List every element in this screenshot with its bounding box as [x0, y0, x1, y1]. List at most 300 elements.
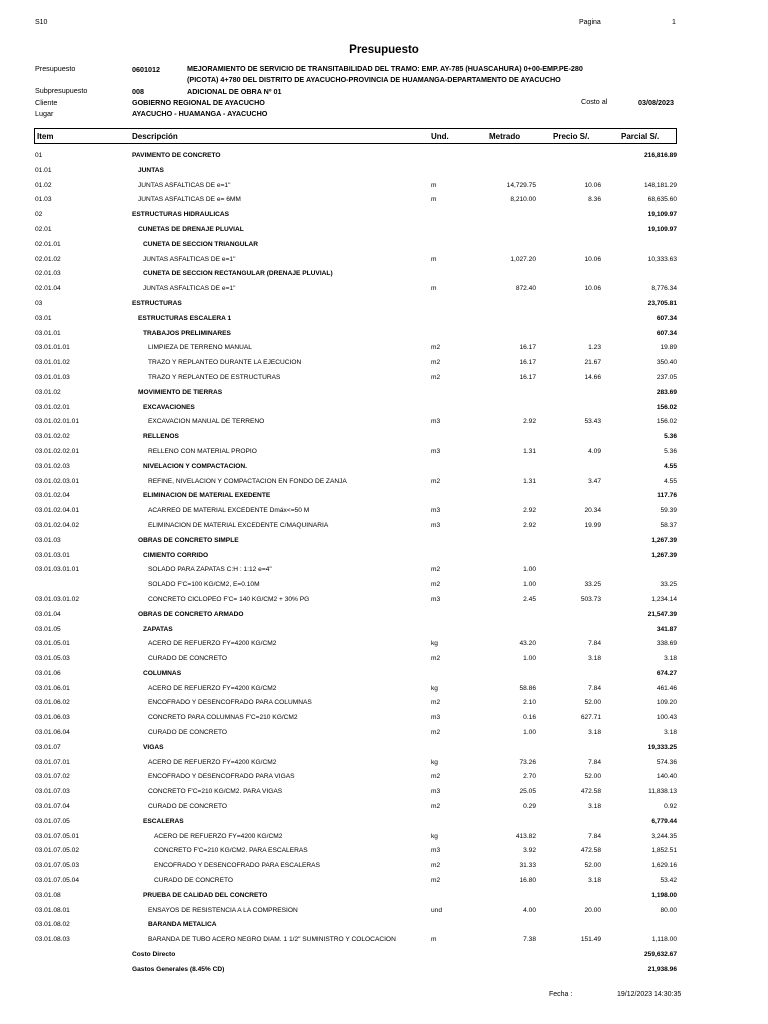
row-description: ENCOFRADO Y DESENCOFRADO PARA ESCALERAS	[154, 862, 320, 870]
header-cliente-label: Cliente	[35, 98, 58, 107]
row-description: PRUEBA DE CALIDAD DEL CONCRETO	[143, 891, 268, 899]
table-row	[0, 268, 768, 283]
header-presupuesto-code: 0601012	[132, 65, 160, 74]
row-item-code: 03.01.06.03	[35, 714, 70, 722]
table-row	[0, 446, 768, 461]
table-row	[0, 239, 768, 254]
table-row	[0, 165, 768, 180]
row-unit: m2	[431, 803, 441, 811]
row-precio: 472.58	[580, 788, 601, 796]
row-item-code: 03.01.02.01	[35, 403, 70, 411]
row-item-code: 01.02	[35, 181, 52, 189]
table-row	[0, 860, 768, 875]
row-metrado: 16.17	[519, 359, 536, 367]
col-descripcion: Descripción	[132, 132, 178, 141]
row-description: CURADO DE CONCRETO	[148, 729, 228, 737]
row-metrado: 1.00	[523, 729, 536, 737]
row-description: NIVELACION Y COMPACTACION.	[143, 462, 247, 470]
row-parcial: 674.27	[656, 669, 677, 677]
header-presupuesto-line1: MEJORAMIENTO DE SERVICIO DE TRANSITABILIDAD DEL TRAMO: EMP. AY-785 (HUASCAHURA) 0+00-EMP.PE-280	[187, 64, 583, 73]
row-parcial: 3.18	[664, 729, 677, 737]
row-item-code: 03.01.05.03	[35, 655, 70, 663]
row-description: ACARREO DE MATERIAL EXCEDENTE Dmáx<=50 M	[148, 507, 310, 515]
table-row	[0, 727, 768, 742]
header-lugar-name: AYACUCHO - HUAMANGA - AYACUCHO	[132, 109, 268, 118]
top-code: S10	[35, 19, 48, 26]
row-parcial: 461.46	[656, 684, 677, 692]
row-item-code: 01.03	[35, 196, 52, 204]
row-unit: m2	[431, 566, 441, 574]
row-precio: 52.00	[584, 773, 601, 781]
table-row	[0, 520, 768, 535]
table-row	[0, 416, 768, 431]
row-description: ELIMINACION DE MATERIAL EXEDENTE	[143, 492, 271, 500]
row-parcial: 21,547.39	[647, 610, 677, 618]
row-parcial: 607.34	[656, 329, 677, 337]
table-row	[0, 254, 768, 269]
table-row	[0, 564, 768, 579]
row-precio: 53.43	[584, 418, 601, 426]
row-parcial: 11,838.13	[648, 788, 677, 796]
header-presupuesto-line2: (PICOTA) 4+780 DEL DISTRITO DE AYACUCHO-PROVINCIA DE HUAMANGA-DEPARTAMENTO DE AYACUCHO	[187, 75, 561, 84]
table-row	[0, 771, 768, 786]
row-precio: 7.84	[588, 758, 601, 766]
row-parcial: 0.92	[664, 803, 677, 811]
row-unit: m	[431, 936, 437, 944]
row-precio: 4.09	[588, 447, 601, 455]
row-precio: 3.18	[588, 729, 601, 737]
row-description: EXCAVACIONES	[143, 403, 195, 411]
row-unit: m	[431, 255, 437, 263]
row-metrado: 16.17	[519, 373, 536, 381]
row-description: JUNTAS ASFALTICAS DE e= 6MM	[138, 196, 241, 204]
row-item-code: 03.01.06.04	[35, 729, 70, 737]
row-precio: 10.06	[584, 255, 601, 263]
row-item-code: 03.01.05.01	[35, 640, 70, 648]
row-precio: 627.71	[580, 714, 601, 722]
table-header	[34, 128, 677, 144]
row-metrado: 8,210.00	[510, 196, 536, 204]
row-unit: m2	[431, 344, 441, 352]
row-metrado: 25.05	[519, 788, 536, 796]
table-row	[0, 313, 768, 328]
row-description: CURADO DE CONCRETO	[148, 655, 228, 663]
row-precio: 14.66	[584, 373, 601, 381]
table-row	[0, 801, 768, 816]
row-item-code: 03.01.07.05.03	[35, 862, 79, 870]
row-description: CIMIENTO CORRIDO	[143, 551, 209, 559]
col-item: Item	[37, 132, 54, 141]
table-row	[0, 476, 768, 491]
row-metrado: 2.92	[523, 507, 536, 515]
row-parcial: 574.36	[656, 758, 677, 766]
row-parcial: 19,109.97	[647, 211, 677, 219]
row-metrado: 1.00	[523, 566, 536, 574]
row-item-code: 03.01.07.01	[35, 758, 70, 766]
row-precio: 20.00	[584, 906, 601, 914]
row-parcial: 109.20	[656, 699, 677, 707]
row-parcial: 117.76	[657, 492, 677, 500]
row-metrado: 2.10	[523, 699, 536, 707]
row-parcial: 5.36	[664, 433, 677, 441]
table-row	[0, 816, 768, 831]
row-precio: 7.84	[588, 640, 601, 648]
row-metrado: 16.80	[519, 877, 536, 885]
row-parcial: 5.36	[664, 447, 677, 455]
row-item-code: 03.01.02.01.01	[35, 418, 79, 426]
row-unit: m2	[431, 862, 441, 870]
row-unit: m3	[431, 507, 441, 515]
row-description: ZAPATAS	[143, 625, 173, 633]
row-description: MOVIMIENTO DE TIERRAS	[138, 388, 223, 396]
col-metrado: Metrado	[489, 132, 521, 141]
row-parcial: 4.55	[664, 477, 677, 485]
row-item-code: 01.01	[35, 166, 52, 174]
footer-fecha-label: Fecha :	[549, 991, 573, 998]
row-metrado: 413.82	[515, 832, 536, 840]
table-row	[0, 845, 768, 860]
row-unit: m2	[431, 877, 441, 885]
row-description: ESCALERAS	[143, 817, 184, 825]
row-unit: m3	[431, 447, 441, 455]
row-description: OBRAS DE CONCRETO SIMPLE	[138, 536, 239, 544]
row-description: LIMPIEZA DE TERRENO MANUAL	[148, 344, 252, 352]
table-row	[0, 786, 768, 801]
row-metrado: 14,729.75	[506, 181, 536, 189]
row-description: CURADO DE CONCRETO	[148, 803, 228, 811]
row-parcial: 58.37	[660, 521, 677, 529]
row-parcial: 6,779.44	[651, 817, 677, 825]
row-parcial: 148,181.29	[643, 181, 677, 189]
row-unit: m2	[431, 729, 441, 737]
row-item-code: 03.01.01.01	[35, 344, 70, 352]
row-metrado: 58.86	[519, 684, 536, 692]
table-row	[0, 624, 768, 639]
row-parcial: 59.39	[660, 507, 677, 515]
row-unit: m3	[431, 847, 441, 855]
row-description: ESTRUCTURAS	[132, 299, 182, 307]
row-unit: m2	[431, 581, 441, 589]
row-unit: und	[431, 906, 443, 914]
header-subpresupuesto-name: ADICIONAL DE OBRA Nº 01	[187, 87, 282, 96]
row-description: TRABAJOS PRELIMINARES	[143, 329, 231, 337]
row-unit: m2	[431, 655, 441, 663]
table-row	[0, 224, 768, 239]
row-item-code: 03.01	[35, 314, 52, 322]
row-item-code: 03.01.01	[35, 329, 61, 337]
table-row	[0, 742, 768, 757]
row-item-code: 02.01	[35, 225, 52, 233]
table-row	[0, 697, 768, 712]
row-item-code: 03.01.04	[35, 610, 61, 618]
header-costo-date: 03/08/2023	[638, 98, 674, 107]
table-row	[0, 668, 768, 683]
row-description: JUNTAS ASFALTICAS DE e=1"	[143, 255, 236, 263]
table-row	[0, 875, 768, 890]
row-precio: 21.67	[584, 359, 601, 367]
table-row	[0, 431, 768, 446]
row-parcial: 100.43	[656, 714, 677, 722]
row-parcial: 338.69	[656, 640, 677, 648]
row-parcial: 80.00	[660, 906, 677, 914]
row-item-code: 03.01.02.04.01	[35, 507, 79, 515]
row-description: RELLENOS	[143, 433, 179, 441]
row-item-code: 03.01.07.05.04	[35, 877, 79, 885]
row-metrado: 43.20	[519, 640, 536, 648]
row-item-code: 02	[35, 211, 43, 219]
table-row	[0, 653, 768, 668]
row-description: ACERO DE REFUERZO FY=4200 KG/CM2	[154, 832, 283, 840]
row-precio: 3.18	[588, 803, 601, 811]
table-row	[0, 402, 768, 417]
row-parcial: 23,705.81	[647, 299, 677, 307]
row-description: JUNTAS ASFALTICAS DE e=1"	[143, 285, 236, 293]
table-row	[0, 934, 768, 949]
row-precio: 20.34	[584, 507, 601, 515]
row-description: VIGAS	[143, 743, 164, 751]
row-item-code: 03.01.03.01.01	[35, 566, 79, 574]
row-parcial: 19,109.97	[647, 225, 677, 233]
row-item-code: 03.01.03	[35, 536, 61, 544]
table-row	[0, 342, 768, 357]
row-item-code: 03.01.07.05	[35, 817, 70, 825]
row-description: ESTRUCTURAS ESCALERA 1	[138, 314, 232, 322]
row-precio: 10.06	[584, 181, 601, 189]
row-metrado: 1.00	[523, 655, 536, 663]
row-item-code: 03	[35, 299, 43, 307]
row-description: ACERO DE REFUERZO FY=4200 KG/CM2	[148, 640, 277, 648]
table-row	[0, 328, 768, 343]
row-unit: m3	[431, 714, 441, 722]
row-item-code: 03.01.07.05.02	[35, 847, 79, 855]
row-unit: m3	[431, 595, 441, 603]
row-description: ACERO DE REFUERZO FY=4200 KG/CM2	[148, 684, 277, 692]
row-description: ELIMINACION DE MATERIAL EXCEDENTE C/MAQUINARIA	[148, 521, 329, 529]
row-unit: m2	[431, 477, 441, 485]
row-unit: m	[431, 181, 437, 189]
row-parcial: 1,234.14	[651, 595, 677, 603]
table-row	[0, 712, 768, 727]
table-row	[0, 209, 768, 224]
row-description: CONCRETO F'C=210 KG/CM2. PARA ESCALERAS	[154, 847, 308, 855]
row-precio: 52.00	[584, 699, 601, 707]
row-metrado: 2.45	[523, 595, 536, 603]
row-description: ENCOFRADO Y DESENCOFRADO PARA VIGAS	[148, 773, 295, 781]
row-parcial: 1,852.51	[651, 847, 677, 855]
row-metrado: 872.40	[515, 285, 536, 293]
row-parcial: 21,938.96	[647, 965, 677, 973]
row-unit: m3	[431, 521, 441, 529]
row-description: CUNETA DE SECCION TRIANGULAR	[143, 240, 259, 248]
row-precio: 33.25	[584, 581, 601, 589]
row-description: JUNTAS ASFALTICAS DE e=1"	[138, 181, 231, 189]
row-item-code: 03.01.07.04	[35, 803, 70, 811]
row-unit: m2	[431, 773, 441, 781]
row-item-code: 02.01.04	[35, 285, 61, 293]
row-parcial: 341.87	[656, 625, 677, 633]
row-item-code: 03.01.01.03	[35, 373, 70, 381]
row-item-code: 03.01.07.02	[35, 773, 70, 781]
row-unit: m2	[431, 359, 441, 367]
row-item-code: 03.01.07	[35, 743, 61, 751]
row-description: EXCAVACION MANUAL DE TERRENO	[148, 418, 265, 426]
table-row	[0, 949, 768, 964]
row-item-code: 03.01.08.03	[35, 936, 70, 944]
row-description: Costo Directo	[132, 951, 176, 959]
row-metrado: 0.16	[523, 714, 536, 722]
row-parcial: 607.34	[656, 314, 677, 322]
row-description: CUNETA DE SECCION RECTANGULAR (DRENAJE PLUVIAL)	[143, 270, 333, 278]
col-precio: Precio S/.	[553, 132, 590, 141]
row-parcial: 10,333.63	[647, 255, 677, 263]
row-precio: 3.18	[588, 877, 601, 885]
row-item-code: 03.01.02.02	[35, 433, 70, 441]
row-item-code: 03.01.06.01	[35, 684, 70, 692]
row-metrado: 1.31	[523, 477, 536, 485]
row-description: ENCOFRADO Y DESENCOFRADO PARA COLUMNAS	[148, 699, 312, 707]
row-precio: 1.23	[588, 344, 601, 352]
row-description: BARANDA METALICA	[148, 921, 217, 929]
header-lugar-label: Lugar	[35, 109, 54, 118]
row-item-code: 03.01.07.05.01	[35, 832, 79, 840]
header-cliente-name: GOBIERNO REGIONAL DE AYACUCHO	[132, 98, 265, 107]
row-precio: 19.99	[584, 521, 601, 529]
table-row	[0, 550, 768, 565]
budget-table-body	[0, 150, 768, 979]
table-row	[0, 638, 768, 653]
row-parcial: 140.40	[656, 773, 677, 781]
row-item-code: 03.01.06.02	[35, 699, 70, 707]
row-parcial: 283.69	[656, 388, 677, 396]
row-parcial: 350.40	[656, 359, 677, 367]
col-und: Und.	[431, 132, 449, 141]
table-row	[0, 964, 768, 979]
row-description: TRAZO Y REPLANTEO DE ESTRUCTURAS	[148, 373, 281, 381]
page-label: Pagina	[579, 19, 601, 26]
row-item-code: 03.01.02.02.01	[35, 447, 79, 455]
header-subpresupuesto-label: Subpresupuesto	[35, 86, 88, 95]
table-row	[0, 919, 768, 934]
row-item-code: 03.01.03.01.02	[35, 595, 79, 603]
row-parcial: 156.02	[656, 403, 677, 411]
row-item-code: 02.01.01	[35, 240, 61, 248]
row-unit: m2	[431, 373, 441, 381]
page-title: Presupuesto	[349, 44, 419, 56]
row-item-code: 02.01.02	[35, 255, 61, 263]
row-metrado: 2.92	[523, 418, 536, 426]
row-parcial: 53.42	[660, 877, 677, 885]
row-parcial: 1,118.00	[651, 936, 677, 944]
row-item-code: 03.01.08.01	[35, 906, 70, 914]
row-description: ENSAYOS DE RESISTENCIA A LA COMPRESION	[148, 906, 298, 914]
row-description: BARANDA DE TUBO ACERO NEGRO DIAM. 1 1/2" SUMINISTRO Y COLOCACION	[148, 936, 396, 944]
table-row	[0, 594, 768, 609]
row-description: OBRAS DE CONCRETO ARMADO	[138, 610, 244, 618]
table-row	[0, 490, 768, 505]
row-item-code: 03.01.08	[35, 891, 61, 899]
row-description: COLUMNAS	[143, 669, 182, 677]
table-row	[0, 298, 768, 313]
page-number: 1	[672, 19, 676, 26]
row-item-code: 03.01.02.03.01	[35, 477, 79, 485]
row-precio: 503.73	[580, 595, 601, 603]
row-metrado: 2.92	[523, 521, 536, 529]
row-description: CURADO DE CONCRETO	[154, 877, 234, 885]
table-row	[0, 180, 768, 195]
row-metrado: 1.00	[523, 581, 536, 589]
row-parcial: 33.25	[660, 581, 677, 589]
row-item-code: 03.01.02	[35, 388, 61, 396]
row-description: TRAZO Y REPLANTEO DURANTE LA EJECUCION	[148, 359, 302, 367]
row-precio: 3.47	[588, 477, 601, 485]
row-parcial: 216,816.89	[643, 152, 677, 159]
row-description: JUNTAS	[138, 166, 164, 174]
table-row	[0, 357, 768, 372]
row-parcial: 156.02	[656, 418, 677, 426]
table-row	[0, 283, 768, 298]
row-description: Gastos Generales (8.45% CD)	[132, 965, 225, 973]
row-item-code: 03.01.07.03	[35, 788, 70, 796]
row-precio: 472.58	[580, 847, 601, 855]
row-item-code: 03.01.03.01	[35, 551, 70, 559]
row-parcial: 1,267.39	[651, 551, 677, 559]
row-parcial: 19.89	[660, 344, 677, 352]
header-subpresupuesto-code: 008	[132, 87, 144, 96]
row-description: SOLADO F'C=100 KG/CM2, E=0.10M	[148, 581, 260, 589]
table-row	[0, 505, 768, 520]
row-description: SOLADO PARA ZAPATAS C:H : 1:12 e=4"	[148, 566, 272, 574]
row-precio: 10.06	[584, 285, 601, 293]
row-description: PAVIMENTO DE CONCRETO	[132, 152, 221, 159]
footer-fecha-value: 19/12/2023 14:30:35	[617, 991, 682, 998]
row-unit: m3	[431, 788, 441, 796]
row-metrado: 16.17	[519, 344, 536, 352]
table-row	[0, 194, 768, 209]
row-metrado: 2.70	[523, 773, 536, 781]
row-item-code: 03.01.05	[35, 625, 61, 633]
table-row	[0, 831, 768, 846]
row-precio: 52.00	[584, 862, 601, 870]
row-item-code: 02.01.03	[35, 270, 61, 278]
table-row	[0, 757, 768, 772]
row-parcial: 4.55	[664, 462, 677, 470]
row-unit: m	[431, 196, 437, 204]
row-unit: kg	[431, 832, 438, 840]
col-parcial: Parcial S/.	[621, 132, 660, 141]
row-unit: m3	[431, 418, 441, 426]
row-unit: kg	[431, 640, 438, 648]
row-item-code: 03.01.06	[35, 669, 61, 677]
row-parcial: 8,776.34	[651, 285, 677, 293]
row-precio: 151.49	[580, 936, 601, 944]
header-presupuesto-label: Presupuesto	[35, 64, 76, 73]
table-row	[0, 890, 768, 905]
row-description: RELLENO CON MATERIAL PROPIO	[148, 447, 257, 455]
table-row	[0, 150, 768, 165]
row-item-code: 03.01.02.04	[35, 492, 70, 500]
row-description: ACERO DE REFUERZO FY=4200 KG/CM2	[148, 758, 277, 766]
row-metrado: 73.26	[519, 758, 536, 766]
row-description: REFINE, NIVELACION Y COMPACTACION EN FONDO DE ZANJA	[148, 477, 347, 485]
row-parcial: 19,333.25	[647, 743, 677, 751]
row-description: CUNETAS DE DRENAJE PLUVIAL	[138, 225, 244, 233]
table-row	[0, 905, 768, 920]
row-precio: 7.84	[588, 832, 601, 840]
row-metrado: 0.29	[523, 803, 536, 811]
table-row	[0, 579, 768, 594]
row-unit: m2	[431, 699, 441, 707]
row-parcial: 259,632.67	[643, 951, 677, 959]
